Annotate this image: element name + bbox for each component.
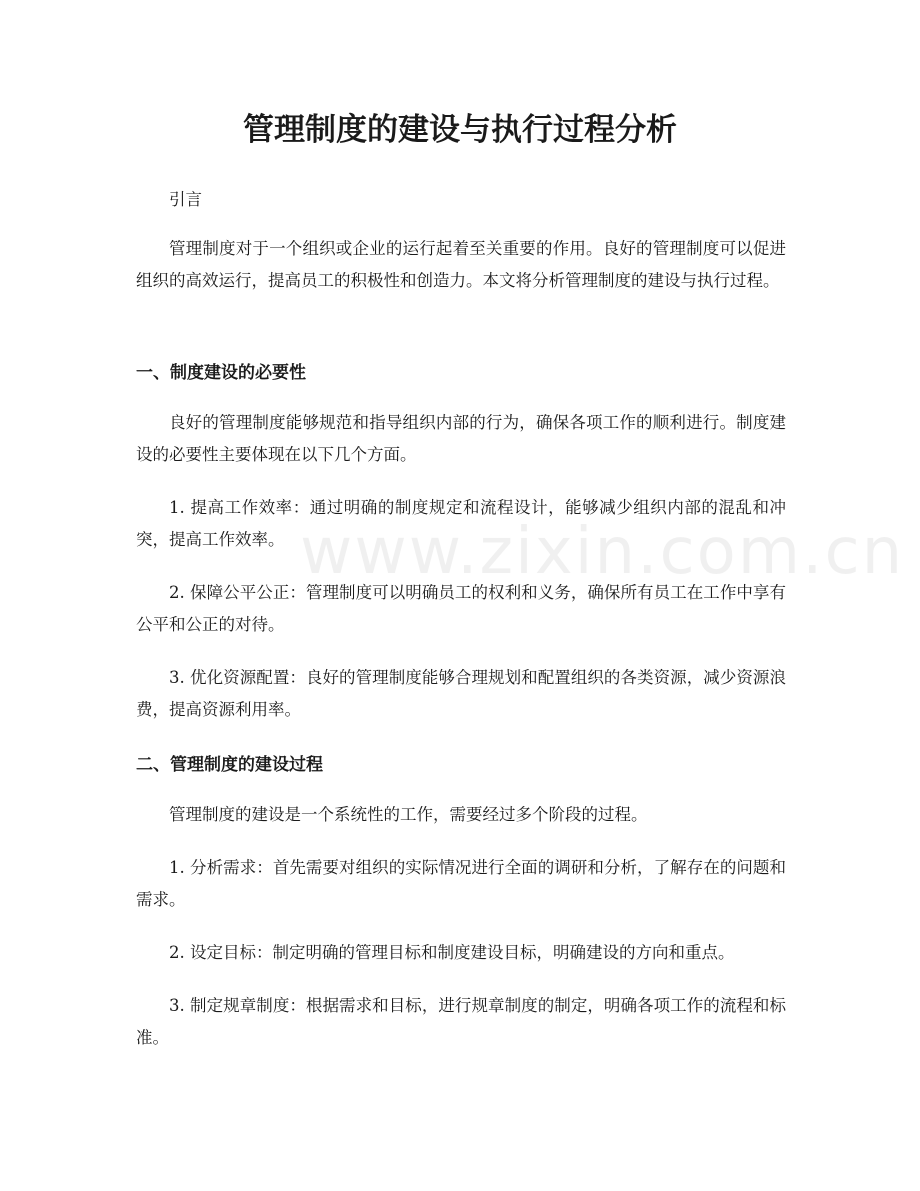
section1-paragraph: 良好的管理制度能够规范和指导组织内部的行为，确保各项工作的顺利进行。制度建设的必要性主要体现在以下几个方面。 <box>136 413 786 464</box>
section1-heading: 一、制度建设的必要性 <box>136 363 306 383</box>
section1-item-2: 2. 保障公平公正：管理制度可以明确员工的权利和义务，确保所有员工在工作中享有公平和公正的对待。 <box>136 583 786 634</box>
intro-paragraph: 管理制度对于一个组织或企业的运行起着至关重要的作用。良好的管理制度可以促进组织的高效运行，提高员工的积极性和创造力。本文将分析管理制度的建设与执行过程。 <box>136 239 786 290</box>
section2-paragraph: 管理制度的建设是一个系统性的工作，需要经过多个阶段的过程。 <box>169 805 648 824</box>
section1-item-3: 3. 优化资源配置：良好的管理制度能够合理规划和配置组织的各类资源，减少资源浪费，提高资源利用率。 <box>136 668 786 719</box>
intro-label: 引言 <box>169 190 202 209</box>
section2-item-2: 2. 设定目标：制定明确的管理目标和制度建设目标，明确建设的方向和重点。 <box>169 943 735 962</box>
section1-item-1: 1. 提高工作效率：通过明确的制度规定和流程设计，能够减少组织内部的混乱和冲突，提高工作效率。 <box>136 498 786 549</box>
section2-heading: 二、管理制度的建设过程 <box>136 755 323 775</box>
section2-item-1: 1. 分析需求：首先需要对组织的实际情况进行全面的调研和分析，了解存在的问题和需求。 <box>136 858 786 909</box>
watermark: www.zixin.com.cn <box>300 515 905 589</box>
document-title: 管理制度的建设与执行过程分析 <box>243 112 677 148</box>
section2-item-3: 3. 制定规章制度：根据需求和目标，进行规章制度的制定，明确各项工作的流程和标准。 <box>136 996 786 1047</box>
